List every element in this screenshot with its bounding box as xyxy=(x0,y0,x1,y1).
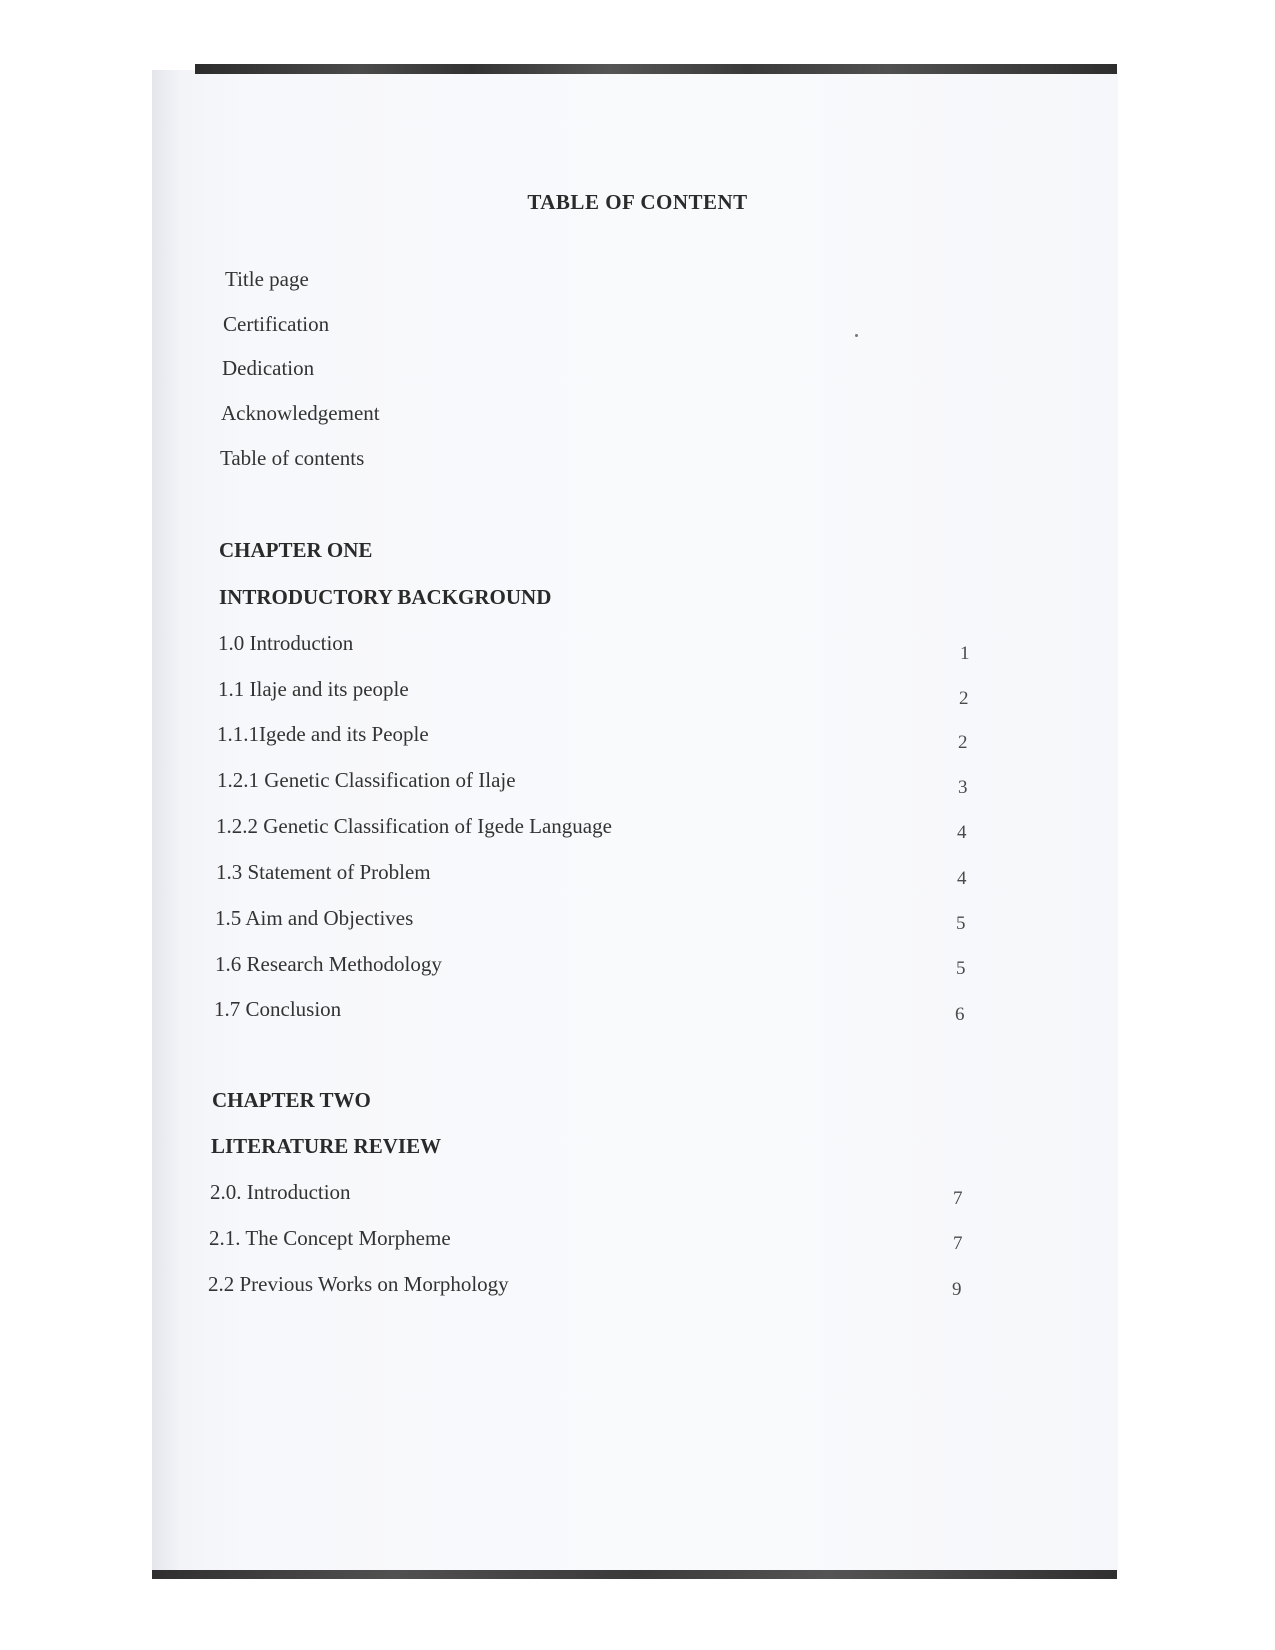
toc-entry-label: 1.2.2 Genetic Classification of Igede Language xyxy=(216,814,612,838)
front-matter-item: Certification xyxy=(223,312,330,336)
toc-entry-label: 2.0. Introduction xyxy=(210,1180,351,1204)
chapter-two-title: CHAPTER TWO xyxy=(212,1088,371,1112)
toc-entry-page: 2 xyxy=(959,688,969,709)
toc-entry-label: 1.1 Ilaje and its people xyxy=(218,677,409,701)
toc-entry-label: 1.5 Aim and Objectives xyxy=(215,906,414,930)
speck-mark xyxy=(855,334,858,337)
scan-top-edge xyxy=(195,64,1117,74)
toc-entry-page: 3 xyxy=(958,777,968,798)
toc-entry-label: 2.2 Previous Works on Morphology xyxy=(208,1272,509,1296)
toc-entry-page: 5 xyxy=(956,958,966,979)
front-matter-item: Table of contents xyxy=(220,446,365,470)
front-matter-item: Title page xyxy=(225,267,309,291)
toc-entry-page: 7 xyxy=(953,1188,963,1209)
toc-entry-label: 1.3 Statement of Problem xyxy=(216,860,431,884)
toc-entry-label: 1.6 Research Methodology xyxy=(215,952,442,976)
toc-entry-page: 9 xyxy=(952,1279,962,1300)
toc-entry-page: 4 xyxy=(957,822,967,843)
toc-entry-label: 1.2.1 Genetic Classification of Ilaje xyxy=(217,768,516,792)
toc-entry-page: 4 xyxy=(957,868,967,889)
chapter-two-heading: LITERATURE REVIEW xyxy=(211,1134,442,1158)
toc-entry-label: 1.1.1Igede and its People xyxy=(217,722,429,746)
scan-bottom-edge xyxy=(152,1570,1117,1579)
toc-entry-page: 7 xyxy=(953,1233,963,1254)
page-title: TABLE OF CONTENT xyxy=(527,190,748,214)
toc-entry-page: 2 xyxy=(958,732,968,753)
chapter-one-title: CHAPTER ONE xyxy=(219,538,373,562)
chapter-one-heading: INTRODUCTORY BACKGROUND xyxy=(219,585,552,609)
toc-entry-label: 1.7 Conclusion xyxy=(214,997,342,1021)
toc-entry-page: 6 xyxy=(955,1004,965,1025)
toc-entry-page: 1 xyxy=(960,643,970,664)
front-matter-item: Acknowledgement xyxy=(221,401,380,425)
toc-entry-label: 2.1. The Concept Morpheme xyxy=(209,1226,451,1250)
toc-entry-label: 1.0 Introduction xyxy=(218,631,354,655)
front-matter-item: Dedication xyxy=(222,356,315,380)
toc-entry-page: 5 xyxy=(956,913,966,934)
